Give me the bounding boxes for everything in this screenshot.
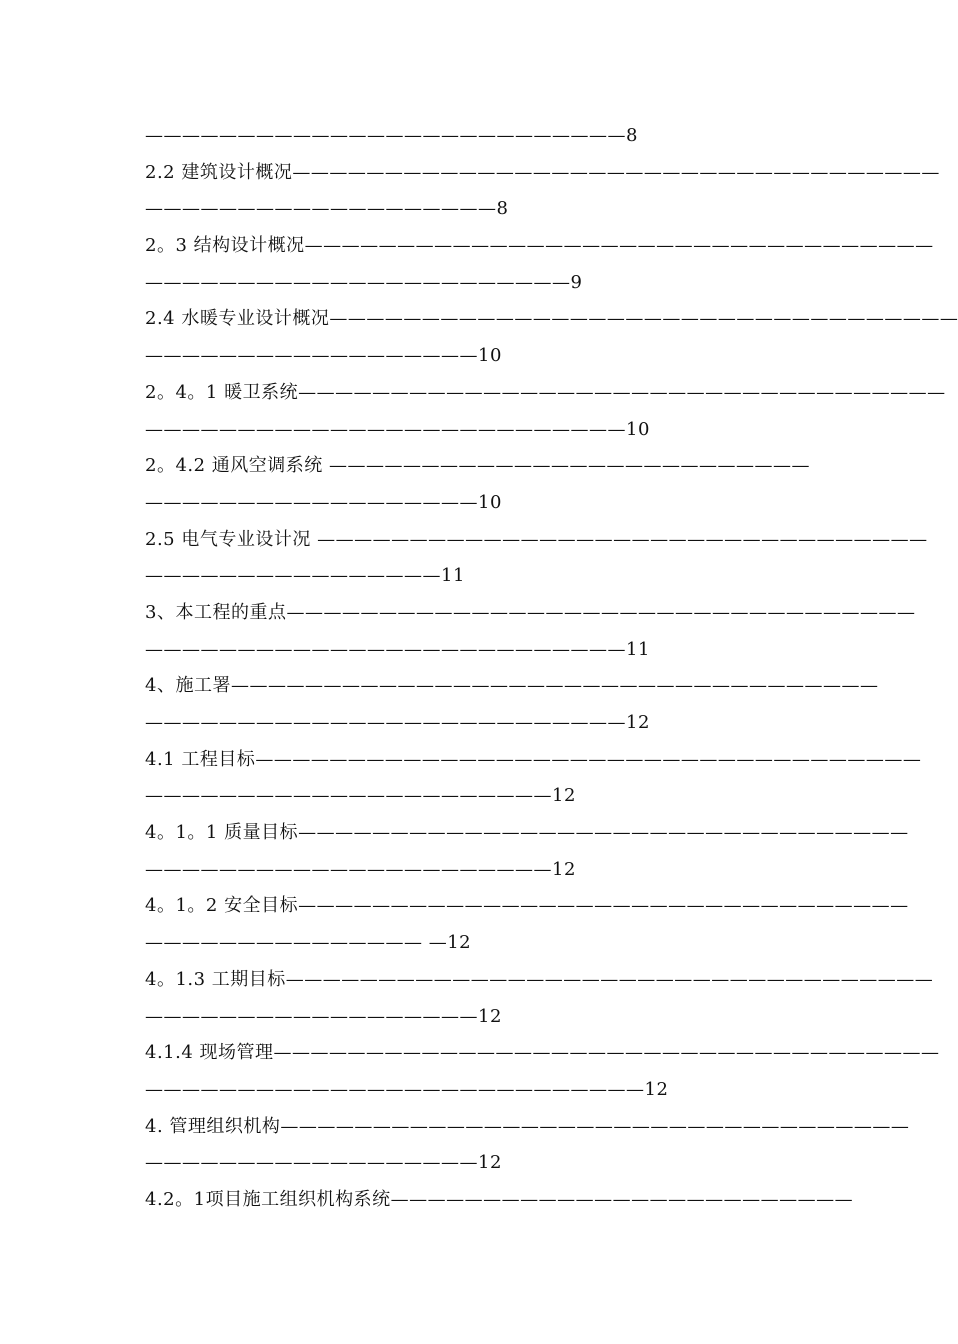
toc-line: 4.1.4 现场管理———————————————————————————————————— [145, 1042, 940, 1064]
toc-line: 4、施工署——————————————————————————————————— [145, 675, 879, 697]
toc-line: 2。4。1 暖卫系统——————————————————————————————————— [145, 381, 946, 403]
toc-line: ————————————————11 [145, 565, 465, 587]
toc-line: ——————————————————10 [145, 345, 502, 367]
toc-line: 2.2 建筑设计概况——————————————————————————————————— [145, 161, 940, 183]
toc-line: ——————————————————————12 [145, 785, 576, 807]
toc-line: ——————————————— —12 [145, 932, 472, 954]
toc-line: 4。1.3 工期目标——————————————————————————————————— [145, 968, 934, 990]
toc-line: ———————————————————8 [145, 198, 509, 220]
toc-line: ———————————————————————9 [145, 271, 583, 293]
toc-line: ——————————————————————12 [145, 858, 576, 880]
toc-line: ——————————————————10 [145, 491, 502, 513]
toc-line: 4。1。2 安全目标————————————————————————————————— [145, 895, 909, 917]
table-of-contents [145, 124, 958, 1225]
toc-line: 2.4 水暖专业设计概况—————————————————————————————————— [145, 308, 958, 330]
toc-line: 4.2。1项目施工组织机构系统————————————————————————— [145, 1188, 854, 1210]
toc-line: 4.1 工程目标———————————————————————————————————— [145, 748, 922, 770]
toc-line: ——————————————————————————10 [145, 418, 650, 440]
toc-line: ———————————————————————————12 [145, 1078, 669, 1100]
toc-line: ——————————————————————————11 [145, 638, 650, 660]
toc-line: 2。4.2 通风空调系统 —————————————————————————— [145, 455, 811, 477]
toc-line: ——————————————————12 [145, 1152, 502, 1174]
toc-line: ——————————————————12 [145, 1005, 502, 1027]
toc-line: 2。3 结构设计概况—————————————————————————————————— [145, 235, 934, 257]
toc-line: ——————————————————————————12 [145, 712, 650, 733]
toc-line: 2.5 电气专业设计况 ————————————————————————————————— [145, 528, 928, 550]
toc-line: 4. 管理组织机构—————————————————————————————————— [145, 1115, 910, 1137]
toc-line: ——————————————————————————8 [145, 125, 638, 146]
toc-line: 4。1。1 质量目标————————————————————————————————— [145, 822, 909, 844]
toc-line: 3、本工程的重点—————————————————————————————————— [145, 601, 916, 623]
